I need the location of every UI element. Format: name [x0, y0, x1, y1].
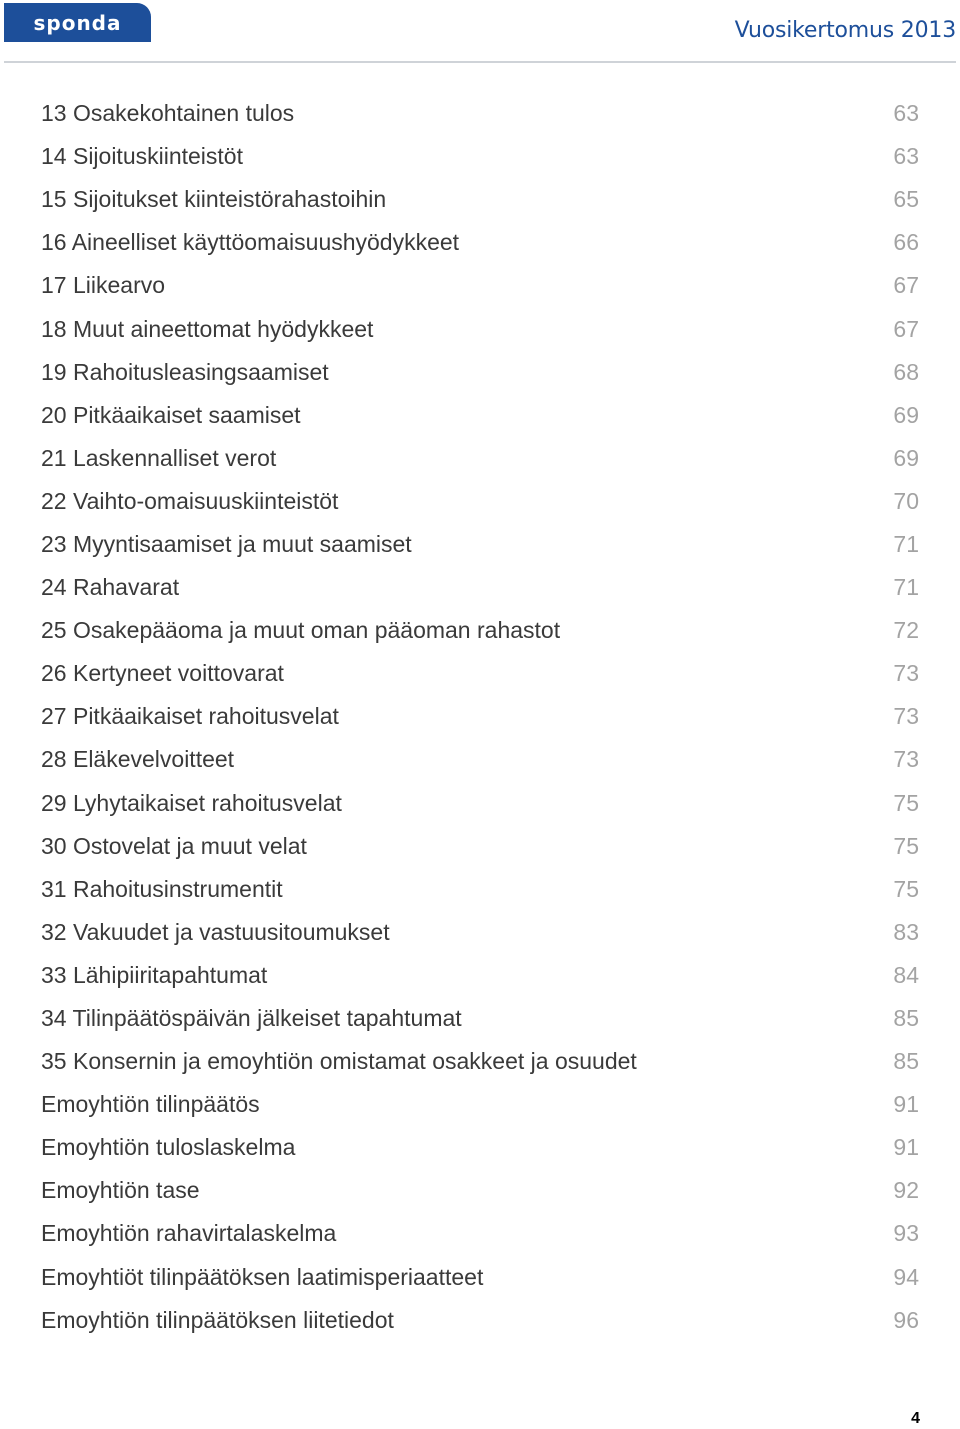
toc-entry-page: 75 — [893, 789, 919, 816]
toc-entry-title: 30 Ostovelat ja muut velat — [41, 832, 307, 859]
toc-entry[interactable] — [41, 523, 919, 566]
toc-entry-title: 22 Vaihto-omaisuuskiinteistöt — [41, 487, 339, 514]
toc-entry-page: 63 — [893, 143, 919, 170]
toc-entry-title: 32 Vakuudet ja vastuusitoumukset — [41, 918, 390, 945]
toc-entry[interactable] — [41, 480, 919, 523]
toc-entry[interactable] — [41, 911, 919, 954]
toc-entry[interactable] — [41, 738, 919, 781]
toc-entry-page: 66 — [893, 229, 919, 256]
toc-entry[interactable] — [41, 437, 919, 480]
toc-entry[interactable] — [41, 825, 919, 868]
toc-entry-title: 16 Aineelliset käyttöomaisuushyödykkeet — [41, 229, 460, 256]
toc-entry-title: 21 Laskennalliset verot — [41, 444, 277, 471]
toc-entry[interactable] — [41, 264, 919, 307]
toc-entry-title: Emoyhtiön tilinpäätöksen liitetiedot — [41, 1306, 394, 1333]
logo-text: sponda — [33, 10, 122, 35]
toc-entry-title: 27 Pitkäaikaiset rahoitusvelat — [41, 703, 339, 730]
toc-entry-title: 14 Sijoituskiinteistöt — [41, 143, 243, 170]
toc-entry-page: 96 — [893, 1306, 919, 1333]
toc-entry-page: 84 — [893, 961, 919, 988]
toc-entry-page: 67 — [893, 272, 919, 299]
toc-entry[interactable] — [41, 609, 919, 652]
toc-entry-title: 18 Muut aineettomat hyödykkeet — [41, 315, 374, 342]
toc-entry[interactable] — [41, 1083, 919, 1126]
toc-entry[interactable] — [41, 695, 919, 738]
toc-entry-page: 75 — [893, 875, 919, 902]
toc-entry-page: 85 — [893, 1005, 919, 1032]
toc-entry[interactable] — [41, 868, 919, 911]
toc-entry-title: 17 Liikearvo — [41, 272, 166, 299]
sponda-logo — [4, 3, 151, 42]
toc-entry-page: 75 — [893, 832, 919, 859]
header-divider — [4, 61, 956, 63]
toc-entry-page: 83 — [893, 918, 919, 945]
toc-entry[interactable] — [41, 1212, 919, 1255]
toc-entry-page: 65 — [893, 186, 919, 213]
toc-entry[interactable] — [41, 954, 919, 997]
toc-entry-title: 31 Rahoitusinstrumentit — [41, 875, 283, 902]
toc-entry-page: 73 — [893, 660, 919, 687]
toc-entry-page: 69 — [893, 444, 919, 471]
toc-entry-title: 20 Pitkäaikaiset saamiset — [41, 401, 301, 428]
toc-entry-page: 92 — [893, 1177, 919, 1204]
toc-entry-page: 94 — [893, 1263, 919, 1290]
toc-entry-page: 70 — [893, 487, 919, 514]
toc-entry[interactable] — [41, 178, 919, 221]
toc-entry-title: Emoyhtiön tase — [41, 1177, 200, 1204]
toc-entry-page: 72 — [893, 617, 919, 644]
toc-entry[interactable] — [41, 1256, 919, 1299]
toc-entry-title: 34 Tilinpäätöspäivän jälkeiset tapahtumat — [41, 1005, 462, 1032]
toc-entry-title: 33 Lähipiiritapahtumat — [41, 961, 268, 988]
page-number: 4 — [911, 1410, 920, 1427]
toc-entry-page: 71 — [893, 574, 919, 601]
toc-entry[interactable] — [41, 135, 919, 178]
toc-entry-title: 29 Lyhytaikaiset rahoitusvelat — [41, 789, 342, 816]
toc-entry-page: 91 — [893, 1134, 919, 1161]
toc-entry[interactable] — [41, 92, 919, 135]
toc-entry-page: 93 — [893, 1220, 919, 1247]
toc-entry[interactable] — [41, 307, 919, 350]
toc-entry-page: 71 — [893, 530, 919, 557]
toc-entry-title: 19 Rahoitusleasingsaamiset — [41, 358, 329, 385]
toc-entry[interactable] — [41, 1126, 919, 1169]
toc-entry-title: 13 Osakekohtainen tulos — [41, 100, 295, 127]
toc-entry[interactable] — [41, 221, 919, 264]
toc-entry-page: 73 — [893, 746, 919, 773]
toc-entry[interactable] — [41, 394, 919, 437]
toc-entry-page: 73 — [893, 703, 919, 730]
toc-entry-title: 35 Konsernin ja emoyhtiön omistamat osakkeet ja osuudet — [41, 1048, 637, 1075]
toc-entry-title: Emoyhtiöt tilinpäätöksen laatimisperiaatteet — [41, 1263, 484, 1290]
toc-entry[interactable] — [41, 1169, 919, 1212]
toc-entry-page: 67 — [893, 315, 919, 342]
toc-entry[interactable] — [41, 997, 919, 1040]
toc-entry-title: 28 Eläkevelvoitteet — [41, 746, 235, 773]
toc-entry[interactable] — [41, 566, 919, 609]
toc-entry-page: 69 — [893, 401, 919, 428]
toc-entry-page: 85 — [893, 1048, 919, 1075]
toc-entry[interactable] — [41, 1040, 919, 1083]
toc-entry-title: 15 Sijoitukset kiinteistörahastoihin — [41, 186, 387, 213]
toc-entry-page: 91 — [893, 1091, 919, 1118]
toc-entry-title: Emoyhtiön tuloslaskelma — [41, 1134, 296, 1161]
toc-entry[interactable] — [41, 1299, 919, 1342]
toc-entry-title: 25 Osakepääoma ja muut oman pääoman rahastot — [41, 617, 561, 644]
toc-entry-title: 23 Myyntisaamiset ja muut saamiset — [41, 530, 412, 557]
toc-entry[interactable] — [41, 652, 919, 695]
table-of-contents — [41, 92, 919, 1342]
toc-entry-page: 63 — [893, 100, 919, 127]
toc-entry-title: 24 Rahavarat — [41, 574, 180, 601]
report-title: Vuosikertomus 2013 — [734, 18, 956, 43]
toc-entry-title: Emoyhtiön tilinpäätös — [41, 1091, 260, 1118]
toc-entry[interactable] — [41, 782, 919, 825]
toc-entry[interactable] — [41, 351, 919, 394]
toc-entry-title: Emoyhtiön rahavirtalaskelma — [41, 1220, 337, 1247]
toc-entry-title: 26 Kertyneet voittovarat — [41, 660, 284, 687]
toc-entry-page: 68 — [893, 358, 919, 385]
